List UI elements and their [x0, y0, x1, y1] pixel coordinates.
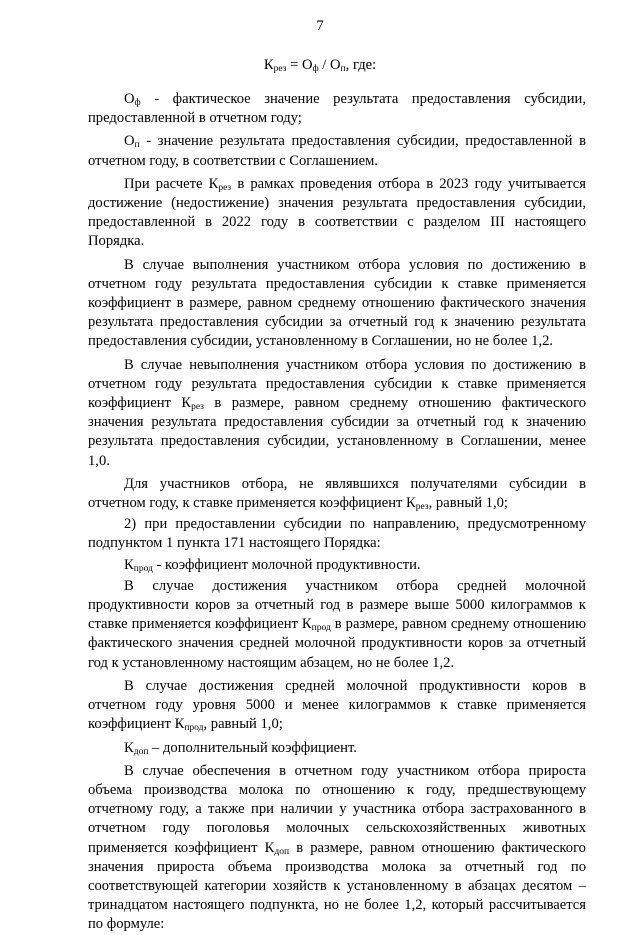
text-run: в размере, равном среднему отношению фактического значения средней молочной продуктивности коров за отчетный год к установленному настоящим абзацем, но не более 1,2. [88, 616, 586, 671]
text-run: в размере, равном отношению фактического значения прироста объема производства молока за отчетный год по соответствующей категории хозяйств к установленному в абзацах десятом – тринадцатом настоящего подпункта, но не более 1,2, который рассчитывается по формуле: [88, 839, 586, 933]
formula-k-sub: рез [273, 64, 287, 74]
text-run: - фактическое значение результата предоставления субсидии, предоставленной в отчетном году; [88, 91, 586, 127]
text-run: , равный 1,0; [428, 495, 508, 512]
paragraph-kdop-definition [88, 739, 586, 758]
text-run: – дополнительный коэффициент. [148, 739, 357, 756]
paragraph-fulfillment: В случае выполнения участником отбора условия по достижению в отчетном году результата предоставления субсидии к ставке применяется коэффициент в размере, равном среднему отношению фактического значения результата предоставления субсидии за отчетный год к значению результата предоставления субсидии, установленному в Соглашении, но не более 1,2. [88, 256, 586, 350]
paragraph-productivity-above [88, 577, 586, 673]
text-run: - коэффициент молочной продуктивности. [152, 556, 421, 573]
text-run: К [124, 556, 134, 573]
text-run: В случае достижения средней молочной продуктивности коров в отчетном году уровня 5000 и менее килограммов к ставке применяется коэффициент К [88, 677, 586, 733]
paragraph-non-recipients [88, 475, 586, 513]
subscript: рез [218, 182, 232, 193]
paragraph-op-definition [88, 132, 586, 170]
text-run: В случае достижения участником отбора средней молочной продуктивности коров за отчетный год в размере выше 5000 килограммов к ставке применяется коэффициент К [88, 577, 586, 633]
formula-eq: = О [286, 57, 313, 73]
formula-o1-sub: ф [312, 64, 319, 74]
formula-line [0, 56, 640, 75]
subscript: прод [184, 723, 204, 734]
subscript: рез [191, 402, 204, 413]
subscript: прод [133, 563, 153, 574]
formula-k: К [263, 57, 274, 73]
paragraph-milk-growth [88, 762, 586, 935]
text-run: О [124, 91, 135, 107]
formula-o2-sub: п [340, 64, 346, 74]
subscript: прод [311, 623, 331, 634]
paragraph-2023-calculation [88, 175, 586, 252]
text-run: в размере, равном среднему отношению фактического значения результата предоставления субсидии за отчетный год к значению результата предоставления субсидии, установленному в Соглашении, менее 1,0. [88, 395, 586, 469]
text-run: К [124, 739, 134, 756]
formula-tail: , где: [345, 57, 377, 73]
subscript: доп [133, 746, 149, 757]
paragraph-of-definition [88, 90, 586, 128]
paragraph-kprod-definition [88, 556, 586, 575]
text-run: При расчете К [124, 175, 219, 192]
subscript: доп [274, 846, 290, 857]
text-run: , равный 1,0; [203, 716, 283, 733]
formula-slash: / О [318, 57, 341, 73]
text-run: В случае обеспечения в отчетном году участником отбора прироста объема производства молока по отношению к году, предшествующему отчетному году, а также при наличии у участника отбора застрахованного в отчетном году поголовья молочных сельскохозяйственных животных применяется коэффициент К [88, 762, 586, 856]
paragraph-productivity-below [88, 677, 586, 735]
subscript: п [134, 140, 140, 151]
text-run: Для участников отбора, не являвшихся получателями субсидии в отчетном году, к ставке применяется коэффициент К [88, 475, 586, 512]
subscript: ф [134, 98, 141, 108]
text-run: в рамках проведения отбора в 2023 году учитывается достижение (недостижение) значения результата предоставления субсидии, предоставленной в 2022 году в соответствии с разделом III настоящего Порядка. [88, 175, 586, 250]
text-run: О [124, 133, 135, 150]
paragraph-item-2: 2) при предоставлении субсидии по направлению, предусмотренному подпунктом 1 пункта 171 настоящего Порядка: [88, 516, 586, 552]
text-run: - значение результата предоставления субсидии, предоставленной в отчетном году, в соответствии с Соглашением. [88, 133, 586, 169]
page-number: 7 [316, 18, 324, 34]
document-body [88, 90, 586, 935]
text-run: В случае невыполнения участником отбора условия по достижению в отчетном году результата предоставления субсидии к ставке применяется коэффициент К [88, 356, 586, 412]
subscript: рез [415, 502, 429, 513]
paragraph-non-fulfillment [88, 356, 586, 471]
